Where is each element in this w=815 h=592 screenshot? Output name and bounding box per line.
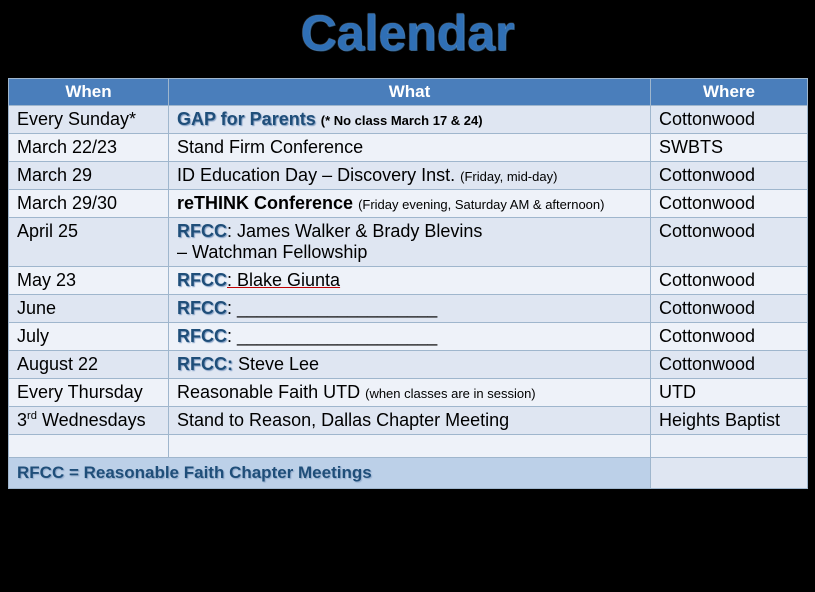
event-title: : ____________________ — [227, 326, 438, 346]
cell-what-empty — [169, 435, 651, 458]
event-label: RFCC — [177, 270, 227, 290]
event-note: (Friday, mid-day) — [460, 169, 558, 184]
cell-when — [9, 407, 169, 435]
cell-when: March 22/23 — [9, 134, 169, 162]
table-row — [9, 162, 808, 190]
cell-what — [169, 190, 651, 218]
cell-when: Every Thursday — [9, 379, 169, 407]
cell-what — [169, 379, 651, 407]
cell-where-empty — [651, 458, 808, 489]
cell-what — [169, 134, 651, 162]
cell-when: August 22 — [9, 351, 169, 379]
cell-where: SWBTS — [651, 134, 808, 162]
legend-text: RFCC = Reasonable Faith Chapter Meetings — [9, 458, 651, 489]
cell-where: Cottonwood — [651, 295, 808, 323]
cell-when: June — [9, 295, 169, 323]
cell-when: March 29/30 — [9, 190, 169, 218]
cell-where: Cottonwood — [651, 351, 808, 379]
event-title: Reasonable Faith UTD — [177, 382, 361, 402]
table-body — [9, 106, 808, 489]
event-note: (Friday evening, Saturday AM & afternoon) — [358, 197, 605, 212]
when-suffix: Wednesdays — [36, 410, 146, 430]
cell-when: July — [9, 323, 169, 351]
column-header-what: What — [169, 79, 651, 106]
table-row — [9, 351, 808, 379]
table-header — [9, 79, 808, 106]
event-title: reTHINK Conference — [177, 193, 354, 213]
event-label: RFCC — [177, 326, 227, 346]
table-row — [9, 295, 808, 323]
table-row — [9, 407, 808, 435]
when-prefix: 3 — [17, 410, 28, 430]
cell-when: March 29 — [9, 162, 169, 190]
table-row — [9, 190, 808, 218]
table-row — [9, 379, 808, 407]
event-label: RFCC — [177, 221, 227, 241]
cell-where: Cottonwood — [651, 106, 808, 134]
table-row — [9, 134, 808, 162]
cell-where-empty — [651, 435, 808, 458]
event-title: Stand to Reason, Dallas Chapter Meeting — [177, 410, 510, 430]
event-subtitle: – Watchman Fellowship — [177, 242, 368, 262]
cell-what — [169, 323, 651, 351]
when-ordinal-suffix: rd — [27, 410, 37, 422]
cell-where: Heights Baptist — [651, 407, 808, 435]
cell-what — [169, 106, 651, 134]
column-header-when: When — [9, 79, 169, 106]
table-row — [9, 267, 808, 295]
event-label: RFCC — [177, 298, 227, 318]
table-row — [9, 218, 808, 267]
event-title: ID Education Day – Discovery Inst. — [177, 165, 456, 185]
cell-when-empty — [9, 435, 169, 458]
event-title: : Blake Giunta — [227, 270, 341, 290]
cell-what — [169, 218, 651, 267]
event-note: (when classes are in session) — [365, 386, 536, 401]
cell-where: Cottonwood — [651, 162, 808, 190]
page-title: Calendar — [300, 5, 515, 61]
event-note: (* No class March 17 & 24) — [320, 113, 483, 128]
cell-where: Cottonwood — [651, 218, 808, 267]
table-footer-row — [9, 458, 808, 489]
table-row-spacer — [9, 435, 808, 458]
event-title: : ____________________ — [227, 298, 438, 318]
table-row — [9, 323, 808, 351]
event-title: Stand Firm Conference — [177, 137, 364, 157]
cell-where: Cottonwood — [651, 190, 808, 218]
cell-what — [169, 267, 651, 295]
table-row — [9, 106, 808, 134]
cell-where: Cottonwood — [651, 323, 808, 351]
cell-when: May 23 — [9, 267, 169, 295]
calendar-table-container — [8, 78, 807, 489]
column-header-where: Where — [651, 79, 808, 106]
cell-what — [169, 295, 651, 323]
cell-when: April 25 — [9, 218, 169, 267]
cell-where: Cottonwood — [651, 267, 808, 295]
event-title: Steve Lee — [233, 354, 320, 374]
calendar-table — [8, 78, 808, 489]
event-title: GAP for Parents — [177, 109, 316, 129]
event-title: : James Walker & Brady Blevins — [227, 221, 483, 241]
cell-what — [169, 407, 651, 435]
cell-what — [169, 351, 651, 379]
event-label: RFCC: — [177, 354, 233, 374]
cell-what — [169, 162, 651, 190]
cell-where: UTD — [651, 379, 808, 407]
table-header-row — [9, 79, 808, 106]
cell-when: Every Sunday* — [9, 106, 169, 134]
